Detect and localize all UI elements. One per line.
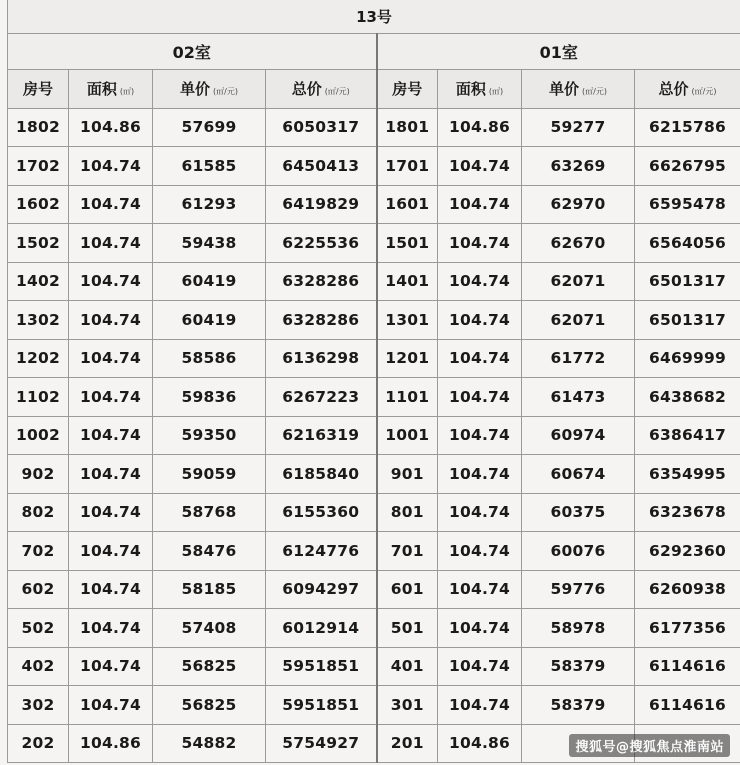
cell-unit-price: 59350 <box>153 416 266 455</box>
cell-unit-price: 63269 <box>522 147 635 186</box>
cell-unit-price: 60076 <box>522 532 635 571</box>
cell-total-price: 5951851 <box>266 647 377 686</box>
table-row <box>8 609 740 648</box>
cell-area: 104.74 <box>438 686 522 725</box>
cell-total-price: 5951851 <box>266 686 377 725</box>
cell-area: 104.74 <box>69 570 153 609</box>
cell-area: 104.74 <box>438 416 522 455</box>
cell-area: 104.86 <box>69 108 153 147</box>
cell-area: 104.74 <box>438 570 522 609</box>
cell-total-price: 6260938 <box>635 570 740 609</box>
col-header-room: 房号 <box>377 69 438 108</box>
cell-area: 104.74 <box>69 455 153 494</box>
table-row <box>8 647 740 686</box>
cell-area: 104.74 <box>438 532 522 571</box>
table-row <box>8 532 740 571</box>
table-row <box>8 339 740 378</box>
unit-header-01: 01室 <box>377 33 740 69</box>
price-table <box>7 0 740 763</box>
cell-total-price: 6626795 <box>635 147 740 186</box>
cell-room-number: 801 <box>377 493 438 532</box>
cell-unit-price: 56825 <box>153 686 266 725</box>
cell-room-number: 502 <box>8 609 69 648</box>
cell-total-price: 6185840 <box>266 455 377 494</box>
cell-unit-price: 61473 <box>522 378 635 417</box>
cell-area: 104.74 <box>69 647 153 686</box>
col-header-area: 面积 (㎡) <box>438 69 522 108</box>
cell-total-price: 6136298 <box>266 339 377 378</box>
cell-total-price: 6124776 <box>266 532 377 571</box>
cell-area: 104.74 <box>69 147 153 186</box>
cell-room-number: 1301 <box>377 301 438 340</box>
cell-area: 104.74 <box>69 416 153 455</box>
cell-unit-price: 58978 <box>522 609 635 648</box>
cell-total-price: 6267223 <box>266 378 377 417</box>
cell-area: 104.86 <box>438 108 522 147</box>
cell-unit-price: 61585 <box>153 147 266 186</box>
cell-area: 104.74 <box>69 262 153 301</box>
cell-unit-price: 58379 <box>522 686 635 725</box>
cell-area: 104.74 <box>438 262 522 301</box>
cell-room-number: 1002 <box>8 416 69 455</box>
col-header-area: 面积 (㎡) <box>69 69 153 108</box>
cell-room-number: 701 <box>377 532 438 571</box>
cell-room-number: 601 <box>377 570 438 609</box>
cell-total-price: 6215786 <box>635 108 740 147</box>
cell-unit-price: 59059 <box>153 455 266 494</box>
cell-total-price: 6323678 <box>635 493 740 532</box>
cell-room-number: 901 <box>377 455 438 494</box>
cell-unit-price: 58379 <box>522 647 635 686</box>
table-row <box>8 147 740 186</box>
cell-total-price: 6386417 <box>635 416 740 455</box>
cell-area: 104.74 <box>438 493 522 532</box>
cell-unit-price: 57408 <box>153 609 266 648</box>
cell-total-price: 5754927 <box>266 724 377 763</box>
cell-total-price: 6012914 <box>266 609 377 648</box>
cell-total-price: 6050317 <box>266 108 377 147</box>
cell-room-number: 202 <box>8 724 69 763</box>
cell-unit-price: 59776 <box>522 570 635 609</box>
cell-area: 104.86 <box>69 724 153 763</box>
col-header-room: 房号 <box>8 69 69 108</box>
table-row <box>8 455 740 494</box>
cell-room-number: 201 <box>377 724 438 763</box>
cell-total-price: 6469999 <box>635 339 740 378</box>
cell-room-number: 1102 <box>8 378 69 417</box>
table-row <box>8 378 740 417</box>
cell-total-price: 6501317 <box>635 301 740 340</box>
cell-room-number: 501 <box>377 609 438 648</box>
cell-room-number: 802 <box>8 493 69 532</box>
table-row <box>8 108 740 147</box>
table-row <box>8 493 740 532</box>
cell-total-price: 6354995 <box>635 455 740 494</box>
cell-total-price: 6177356 <box>635 609 740 648</box>
cell-unit-price: 59836 <box>153 378 266 417</box>
cell-total-price: 6114616 <box>635 686 740 725</box>
cell-total-price: 6501317 <box>635 262 740 301</box>
cell-total-price: 6328286 <box>266 301 377 340</box>
cell-total-price: 6328286 <box>266 262 377 301</box>
col-header-total-price: 总价 (㎡/元) <box>635 69 740 108</box>
watermark: 搜狐号@搜狐焦点淮南站 <box>569 734 730 757</box>
cell-area: 104.74 <box>438 147 522 186</box>
cell-room-number: 1401 <box>377 262 438 301</box>
cell-room-number: 1302 <box>8 301 69 340</box>
cell-room-number: 1101 <box>377 378 438 417</box>
cell-total-price: 6225536 <box>266 224 377 263</box>
cell-unit-price: 54882 <box>153 724 266 763</box>
cell-area: 104.74 <box>438 339 522 378</box>
table-row <box>8 570 740 609</box>
cell-total-price: 6438682 <box>635 378 740 417</box>
cell-room-number: 1202 <box>8 339 69 378</box>
cell-room-number: 602 <box>8 570 69 609</box>
col-header-total-price: 总价 (㎡/元) <box>266 69 377 108</box>
cell-area: 104.74 <box>69 301 153 340</box>
cell-total-price: 6292360 <box>635 532 740 571</box>
cell-room-number: 402 <box>8 647 69 686</box>
cell-area: 104.74 <box>438 647 522 686</box>
cell-area: 104.74 <box>69 609 153 648</box>
building-title: 13号 <box>8 0 740 33</box>
cell-unit-price: 58185 <box>153 570 266 609</box>
cell-room-number: 1701 <box>377 147 438 186</box>
cell-area: 104.74 <box>69 185 153 224</box>
cell-area: 104.74 <box>69 378 153 417</box>
cell-total-price: 6564056 <box>635 224 740 263</box>
cell-unit-price: 62071 <box>522 262 635 301</box>
table-row <box>8 224 740 263</box>
cell-room-number: 1001 <box>377 416 438 455</box>
cell-unit-price: 60375 <box>522 493 635 532</box>
cell-room-number: 1802 <box>8 108 69 147</box>
cell-unit-price: 61772 <box>522 339 635 378</box>
cell-unit-price: 60419 <box>153 262 266 301</box>
cell-unit-price: 56825 <box>153 647 266 686</box>
cell-total-price: 6094297 <box>266 570 377 609</box>
cell-room-number: 1501 <box>377 224 438 263</box>
cell-total-price: 6216319 <box>266 416 377 455</box>
unit-header-02: 02室 <box>8 33 377 69</box>
cell-area: 104.74 <box>69 686 153 725</box>
cell-room-number: 1402 <box>8 262 69 301</box>
cell-unit-price: 60419 <box>153 301 266 340</box>
col-header-unit-price: 单价 (㎡/元) <box>153 69 266 108</box>
cell-unit-price: 57699 <box>153 108 266 147</box>
cell-total-price: 6155360 <box>266 493 377 532</box>
cell-area: 104.74 <box>438 455 522 494</box>
cell-room-number: 1502 <box>8 224 69 263</box>
table-row <box>8 686 740 725</box>
cell-room-number: 1601 <box>377 185 438 224</box>
cell-room-number: 702 <box>8 532 69 571</box>
cell-total-price: 6114616 <box>635 647 740 686</box>
cell-unit-price: 59438 <box>153 224 266 263</box>
cell-room-number: 1201 <box>377 339 438 378</box>
cell-unit-price: 58768 <box>153 493 266 532</box>
cell-area: 104.74 <box>438 301 522 340</box>
cell-unit-price: 62071 <box>522 301 635 340</box>
cell-area: 104.74 <box>69 339 153 378</box>
cell-area: 104.74 <box>69 493 153 532</box>
cell-area: 104.74 <box>438 378 522 417</box>
cell-room-number: 1602 <box>8 185 69 224</box>
cell-total-price: 6419829 <box>266 185 377 224</box>
cell-room-number: 401 <box>377 647 438 686</box>
table-row <box>8 301 740 340</box>
col-header-unit-price: 单价 (㎡/元) <box>522 69 635 108</box>
table-row <box>8 185 740 224</box>
cell-unit-price: 60674 <box>522 455 635 494</box>
cell-total-price: 6450413 <box>266 147 377 186</box>
cell-room-number: 1801 <box>377 108 438 147</box>
cell-area: 104.74 <box>438 609 522 648</box>
cell-area: 104.74 <box>69 532 153 571</box>
cell-room-number: 301 <box>377 686 438 725</box>
cell-unit-price: 60974 <box>522 416 635 455</box>
table-row <box>8 416 740 455</box>
cell-area: 104.86 <box>438 724 522 763</box>
cell-room-number: 302 <box>8 686 69 725</box>
cell-unit-price: 61293 <box>153 185 266 224</box>
cell-area: 104.74 <box>438 185 522 224</box>
cell-room-number: 902 <box>8 455 69 494</box>
cell-total-price: 6595478 <box>635 185 740 224</box>
cell-unit-price: 58586 <box>153 339 266 378</box>
cell-unit-price: 62670 <box>522 224 635 263</box>
cell-area: 104.74 <box>438 224 522 263</box>
cell-room-number: 1702 <box>8 147 69 186</box>
table-row <box>8 262 740 301</box>
cell-unit-price: 58476 <box>153 532 266 571</box>
cell-unit-price: 59277 <box>522 108 635 147</box>
cell-area: 104.74 <box>69 224 153 263</box>
cell-unit-price: 62970 <box>522 185 635 224</box>
